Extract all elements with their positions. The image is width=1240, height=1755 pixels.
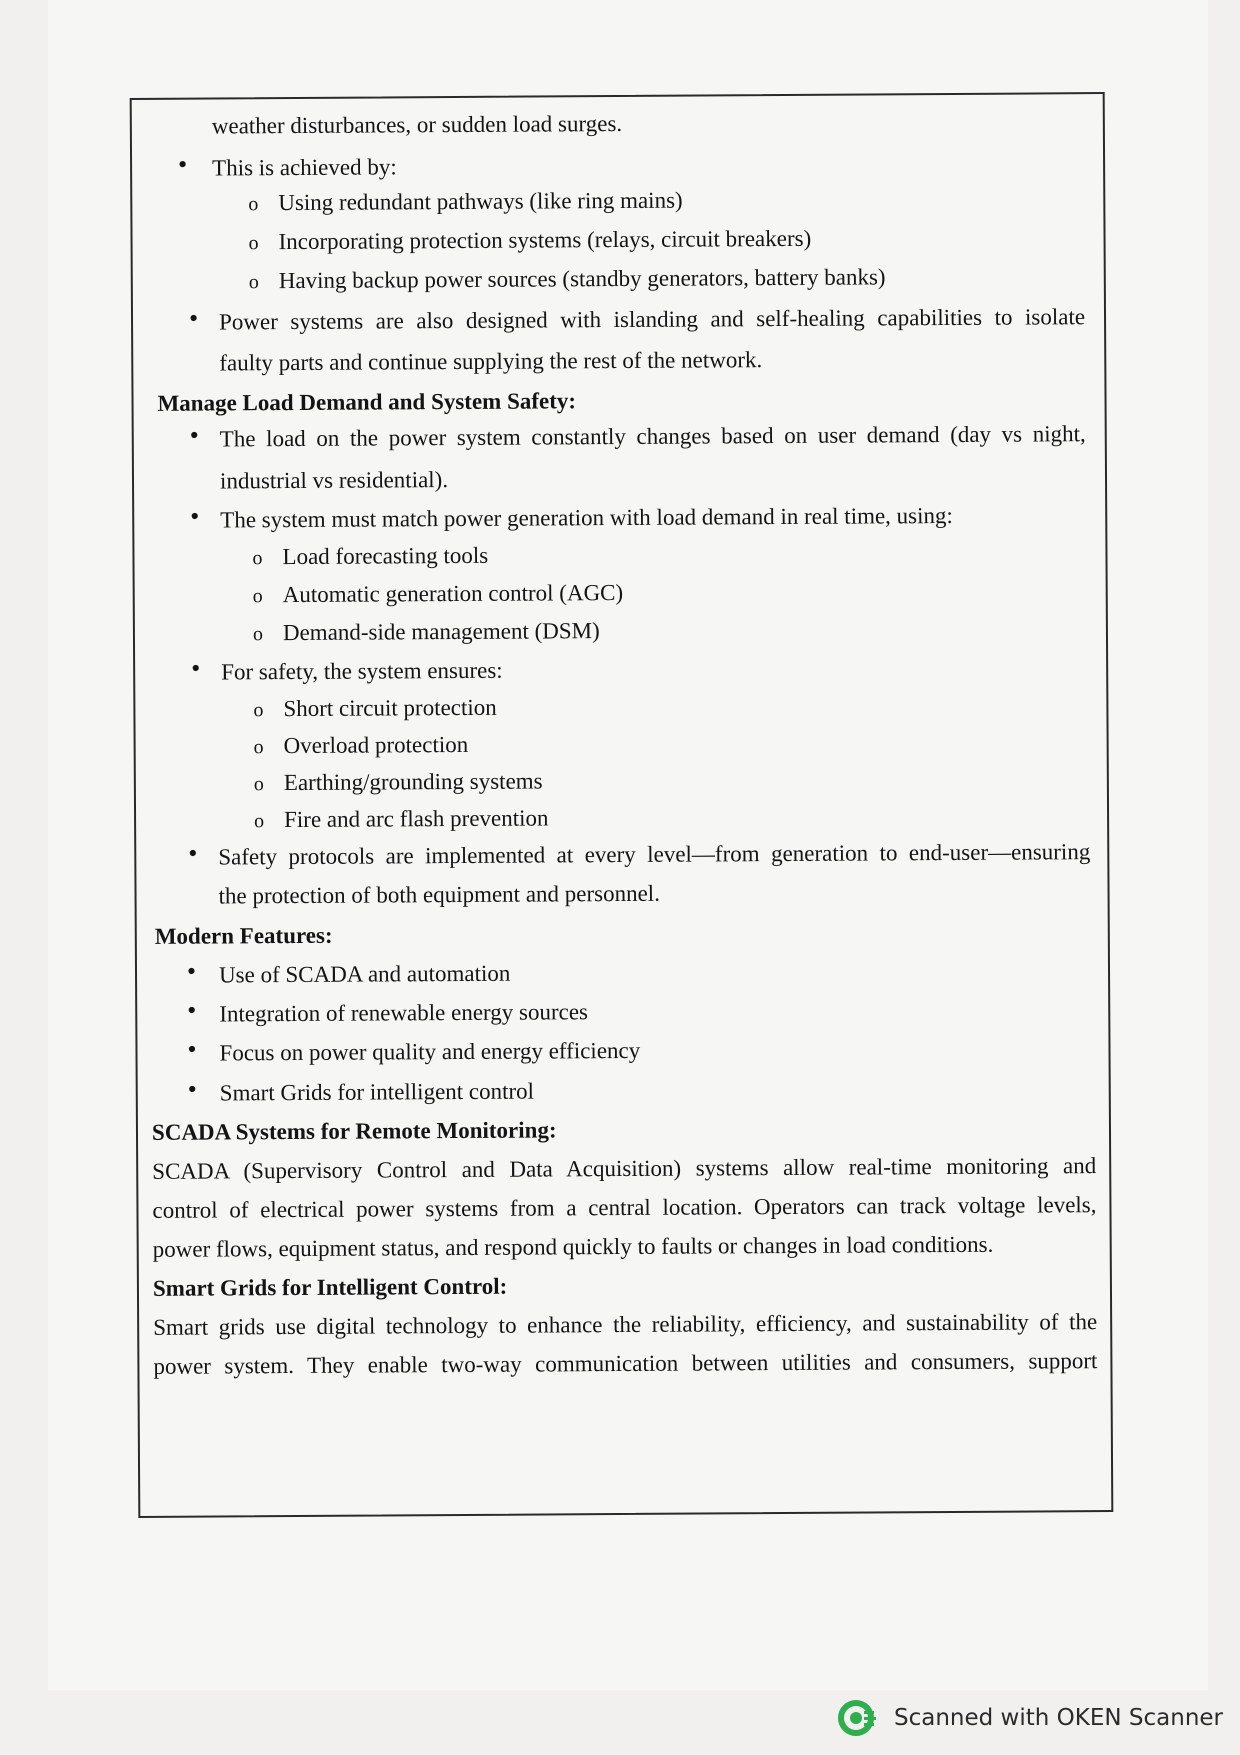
text-line: The load on the power system constantly changes based on user demand (day vs night, bbox=[219, 421, 1086, 452]
content-frame bbox=[130, 92, 1114, 1518]
text-line: SCADA (Supervisory Control and Data Acquisition) systems allow real-time monitoring and bbox=[152, 1153, 1097, 1184]
bullet-dot: • bbox=[186, 956, 197, 986]
text-line: power flows, equipment status, and respond quickly to faults or changes in load conditions. bbox=[152, 1231, 994, 1262]
bullet-dot: • bbox=[191, 653, 201, 683]
bullet-dot: • bbox=[187, 1034, 197, 1064]
text-line: Smart Grids for intelligent control bbox=[219, 1078, 535, 1106]
text-line: Use of SCADA and automation bbox=[218, 960, 511, 988]
text-line: Safety protocols are implemented at every level—from generation to end-user—ensuring bbox=[218, 839, 1091, 870]
sub-bullet: o bbox=[248, 271, 259, 294]
sub-bullet: o bbox=[253, 736, 264, 759]
sub-bullet: o bbox=[253, 699, 264, 722]
text-line: Short circuit protection bbox=[283, 694, 497, 722]
bullet-dot: • bbox=[177, 149, 188, 179]
text-line: Load forecasting tools bbox=[282, 542, 489, 570]
text-line: weather disturbances, or sudden load surges. bbox=[211, 110, 623, 139]
scanner-watermark bbox=[838, 1698, 1228, 1742]
sub-bullet: o bbox=[253, 773, 264, 796]
text-line: Smart grids use digital technology to enhance the reliability, efficiency, and sustainability of the bbox=[153, 1309, 1098, 1340]
bullet-dot: • bbox=[187, 995, 197, 1025]
text-line: industrial vs residential). bbox=[219, 467, 449, 494]
text-line: Automatic generation control (AGC) bbox=[282, 579, 624, 608]
text-line: control of electrical power systems from a central location. Operators can track voltage levels, bbox=[152, 1192, 1097, 1223]
text-line: Focus on power quality and energy efficiency bbox=[219, 1037, 641, 1066]
sub-bullet: o bbox=[252, 623, 264, 646]
text-line: power system. They enable two-way communication between utilities and consumers, support bbox=[153, 1348, 1098, 1379]
text-line: The system must match power generation with load demand in real time, using: bbox=[220, 502, 953, 533]
sub-bullet: o bbox=[252, 547, 263, 570]
text-line: Fire and arc flash prevention bbox=[284, 805, 549, 833]
text-line: the protection of both equipment and personnel. bbox=[218, 880, 660, 909]
section-heading: Smart Grids for Intelligent Control: bbox=[152, 1273, 508, 1301]
text-line: Overload protection bbox=[283, 731, 469, 759]
bullet-dot: • bbox=[188, 838, 198, 868]
text-line: Power systems are also designed with islanding and self-healing capabilities to isolate bbox=[218, 304, 1086, 335]
text-line: Having backup power sources (standby generators, battery banks) bbox=[278, 264, 886, 294]
text-line: Earthing/grounding systems bbox=[283, 768, 543, 796]
bullet-dot: • bbox=[187, 1074, 197, 1104]
watermark-text: Scanned with OKEN Scanner bbox=[894, 1705, 1223, 1731]
sub-bullet: o bbox=[248, 193, 259, 216]
text-line: Using redundant pathways (like ring mains) bbox=[278, 187, 683, 216]
sub-bullet: o bbox=[252, 585, 263, 608]
section-heading: SCADA Systems for Remote Monitoring: bbox=[151, 1117, 557, 1145]
bullet-dot: • bbox=[190, 501, 200, 531]
text-line: Incorporating protection systems (relays, circuit breakers) bbox=[278, 225, 812, 255]
text-line: Demand-side management (DSM) bbox=[282, 618, 600, 646]
sub-bullet: o bbox=[254, 810, 265, 833]
text-line: faulty parts and continue supplying the rest of the network. bbox=[219, 347, 763, 376]
section-heading: Manage Load Demand and System Safety: bbox=[157, 388, 577, 416]
text-line: For safety, the system ensures: bbox=[221, 657, 503, 685]
section-heading: Modern Features: bbox=[154, 922, 333, 949]
text-line: This is achieved by: bbox=[212, 154, 397, 181]
bullet-dot: • bbox=[189, 420, 199, 450]
bullet-dot: • bbox=[188, 303, 199, 333]
oken-scanner-logo-icon bbox=[838, 1698, 878, 1738]
text-line: Integration of renewable energy sources bbox=[219, 999, 589, 1027]
sub-bullet: o bbox=[248, 232, 259, 255]
